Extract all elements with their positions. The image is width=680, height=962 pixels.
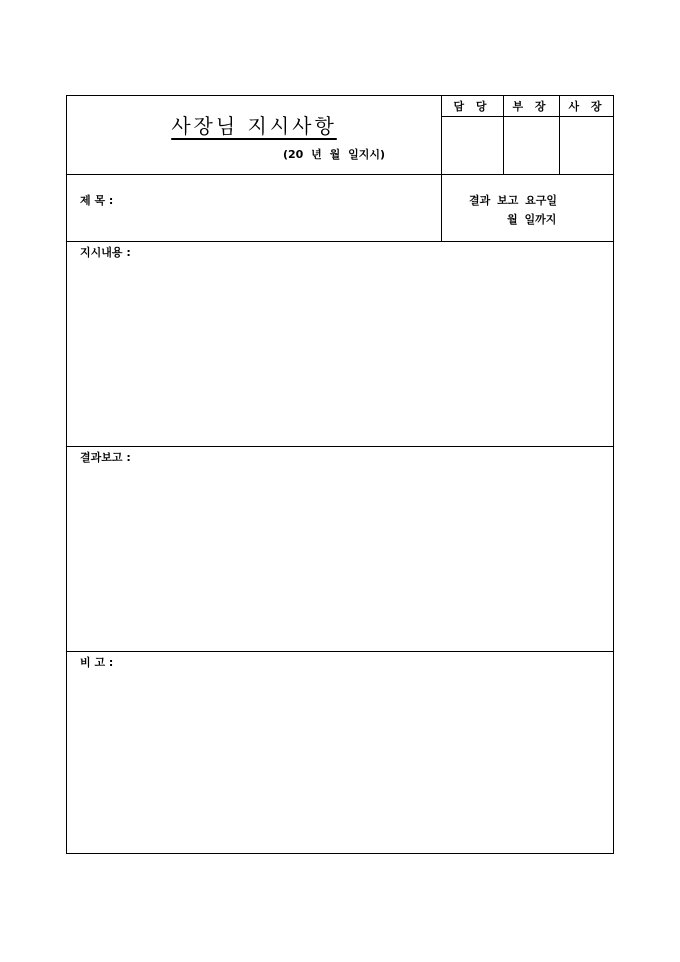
approval-header-manager: 담 당 <box>453 100 491 113</box>
title-section-divider <box>67 174 613 175</box>
result-report-label: 결과보고 : <box>80 451 131 464</box>
remarks-label: 비 고 : <box>80 656 114 669</box>
report-request-label: 결과 보고 요구일 <box>469 194 558 207</box>
form-title: 사장님 지시사항 <box>171 114 337 138</box>
subject-label: 제 목 : <box>80 194 114 207</box>
instruction-date: (20 년 월 일지시) <box>283 148 385 161</box>
instructions-section-divider <box>67 446 613 447</box>
approval-header-line <box>441 116 613 117</box>
report-request-deadline: 월 일까지 <box>507 213 557 226</box>
approval-divider-left <box>441 96 442 241</box>
instruction-form <box>66 95 614 854</box>
result-section-divider <box>67 651 613 652</box>
instructions-label: 지시내용 : <box>80 246 131 259</box>
subject-section-divider <box>67 241 613 242</box>
approval-header-president: 사 장 <box>568 100 606 113</box>
approval-header-director: 부 장 <box>512 100 550 113</box>
